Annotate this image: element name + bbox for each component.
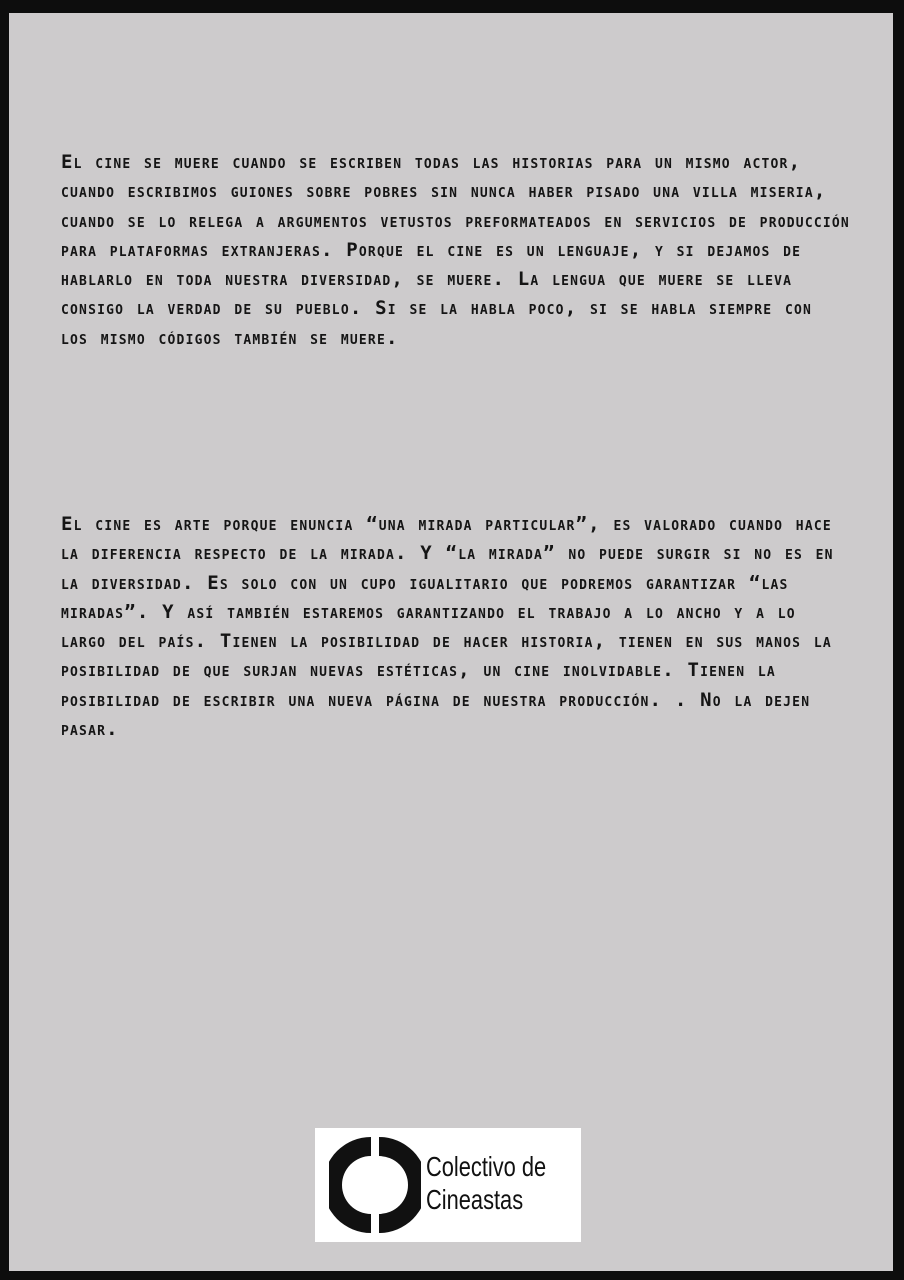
paragraph-1: El cine se muere cuando se escriben todas las historias para un mismo actor, cuando escribimos guiones sobre pobres sin nunca haber pisado una villa miseria, cuando se lo relega a argumentos vetustos preformateados en servicios de producción para plataformas extranjeras. Porque el cine es un lenguaje, y si dejamos de hablarlo en toda nuestra diversidad, se muere. La lengua que muere se lleva consigo la verdad de su pueblo. Si se la habla poco, si se habla siempre con los mismo códigos también se muere.: [61, 151, 850, 349]
logo-line-1: Colectivo de: [426, 1151, 547, 1182]
logo-wordmark: [426, 1150, 547, 1216]
colectivo-logo: [315, 1128, 581, 1242]
document-page: [9, 13, 893, 1271]
split-ring-logo-icon: [329, 1134, 421, 1236]
logo-line-2: Cineastas: [426, 1184, 524, 1215]
paragraph-2: El cine es arte porque enuncia “una mirada particular”, es valorado cuando hace la diferencia respecto de la mirada. Y “la mirada” no puede surgir si no es en la diversidad. Es solo con un cupo igualitario que podremos garantizar “las miradas”. Y así también estaremos garantizando el trabajo a lo ancho y a lo largo del país. Tienen la posibilidad de hacer historia, tienen en sus manos la posibilidad de que surjan nuevas estéticas, un cine inolvidable. Tienen la posibilidad de escribir una nueva página de nuestra producción. . No la dejen pasar.: [61, 513, 834, 741]
